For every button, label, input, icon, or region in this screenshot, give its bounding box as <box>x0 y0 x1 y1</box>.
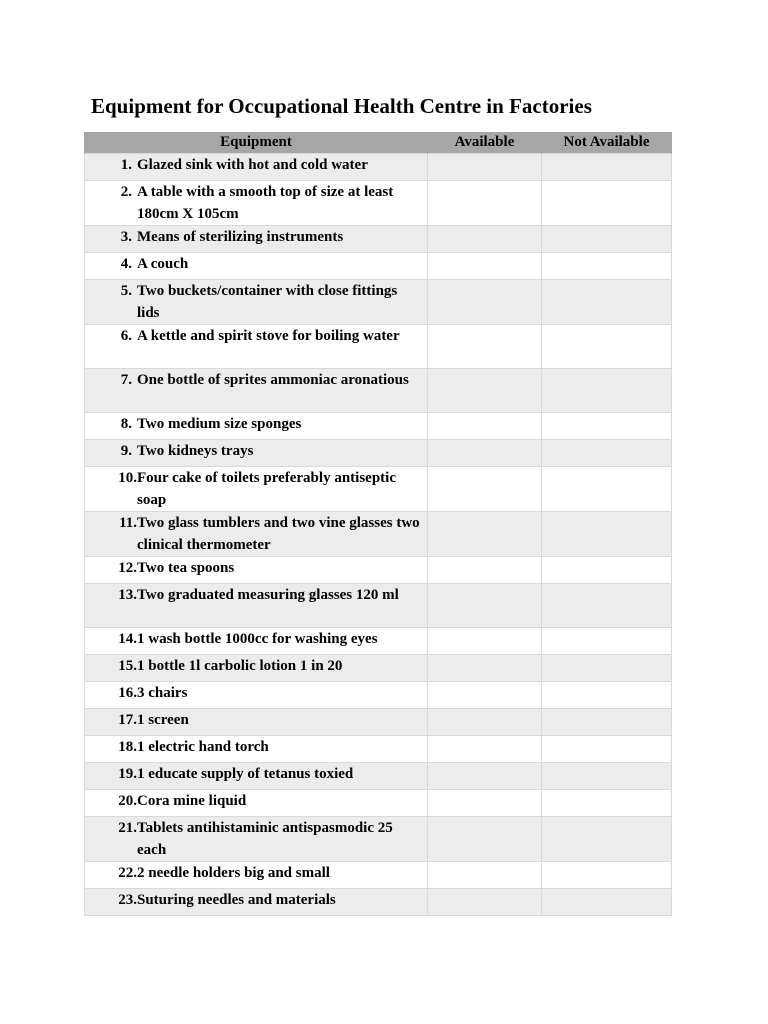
item-description: A kettle and spirit stove for boiling water <box>137 328 400 344</box>
available-cell[interactable] <box>428 862 542 889</box>
not-available-cell[interactable] <box>542 889 672 916</box>
available-cell[interactable] <box>428 440 542 467</box>
not-available-cell[interactable] <box>542 253 672 280</box>
item-description: 3 chairs <box>137 685 188 701</box>
available-cell[interactable] <box>428 584 542 628</box>
equipment-item <box>85 253 427 275</box>
item-number: 22. <box>118 865 137 881</box>
item-number: 9. <box>120 443 132 459</box>
not-available-cell[interactable] <box>542 655 672 682</box>
item-number: 21. <box>118 820 137 836</box>
available-cell[interactable] <box>428 413 542 440</box>
table-row <box>85 763 672 790</box>
table-row <box>85 253 672 280</box>
table-row <box>85 682 672 709</box>
equipment-cell <box>85 655 428 682</box>
table-body <box>85 154 672 916</box>
not-available-cell[interactable] <box>542 226 672 253</box>
item-description: 1 bottle 1l carbolic lotion 1 in 20 <box>137 658 343 674</box>
equipment-item <box>85 154 427 176</box>
item-description: Four cake of toilets preferably antiseptic soap <box>137 470 396 508</box>
header-equipment: Equipment <box>85 132 428 154</box>
item-description: Two medium size sponges <box>137 416 302 432</box>
not-available-cell[interactable] <box>542 790 672 817</box>
available-cell[interactable] <box>428 817 542 862</box>
equipment-item <box>85 512 427 556</box>
table-row <box>85 154 672 181</box>
item-description: 1 educate supply of tetanus toxied <box>137 766 354 782</box>
equipment-cell <box>85 862 428 889</box>
item-description: 2 needle holders big and small <box>137 865 330 881</box>
equipment-cell <box>85 557 428 584</box>
table-row <box>85 440 672 467</box>
equipment-cell <box>85 736 428 763</box>
item-number: 15. <box>118 658 137 674</box>
equipment-item <box>85 862 427 884</box>
equipment-item <box>85 682 427 704</box>
not-available-cell[interactable] <box>542 280 672 325</box>
equipment-cell <box>85 325 428 369</box>
equipment-cell <box>85 512 428 557</box>
available-cell[interactable] <box>428 655 542 682</box>
equipment-item <box>85 557 427 579</box>
table-row <box>85 736 672 763</box>
item-description: One bottle of sprites ammoniac aronatious <box>137 372 409 388</box>
item-description: A couch <box>137 256 189 272</box>
available-cell[interactable] <box>428 557 542 584</box>
equipment-item <box>85 655 427 677</box>
table-row <box>85 467 672 512</box>
equipment-item <box>85 817 427 861</box>
table-row <box>85 584 672 628</box>
document-title: Equipment for Occupational Health Centre in Factories <box>91 94 592 118</box>
item-description: Two glass tumblers and two vine glasses two clinical thermometer <box>137 515 420 553</box>
equipment-cell <box>85 817 428 862</box>
equipment-cell <box>85 440 428 467</box>
available-cell[interactable] <box>428 628 542 655</box>
equipment-cell <box>85 467 428 512</box>
equipment-cell <box>85 790 428 817</box>
equipment-item <box>85 280 427 324</box>
item-description: 1 electric hand torch <box>137 739 269 755</box>
equipment-item <box>85 584 427 606</box>
not-available-cell[interactable] <box>542 325 672 369</box>
item-number: 1. <box>120 157 132 173</box>
equipment-item <box>85 889 427 911</box>
table-row <box>85 628 672 655</box>
available-cell[interactable] <box>428 467 542 512</box>
item-number: 20. <box>118 793 137 809</box>
item-number: 13. <box>118 587 137 603</box>
item-number: 14. <box>118 631 137 647</box>
table-row <box>85 325 672 369</box>
equipment-item <box>85 628 427 650</box>
equipment-item <box>85 736 427 758</box>
item-description: 1 screen <box>137 712 189 728</box>
available-cell[interactable] <box>428 226 542 253</box>
item-number: 8. <box>120 416 132 432</box>
available-cell[interactable] <box>428 512 542 557</box>
item-number: 10. <box>118 470 137 486</box>
equipment-item <box>85 440 427 462</box>
item-number: 5. <box>120 283 132 299</box>
item-number: 7. <box>120 372 132 388</box>
item-description: Means of sterilizing instruments <box>137 229 344 245</box>
item-description: 1 wash bottle 1000cc for washing eyes <box>137 631 378 647</box>
not-available-cell[interactable] <box>542 709 672 736</box>
table-row <box>85 413 672 440</box>
not-available-cell[interactable] <box>542 369 672 413</box>
equipment-item <box>85 763 427 785</box>
item-description: Glazed sink with hot and cold water <box>137 157 368 173</box>
equipment-cell <box>85 226 428 253</box>
equipment-item <box>85 709 427 731</box>
not-available-cell[interactable] <box>542 736 672 763</box>
item-number: 18. <box>118 739 137 755</box>
not-available-cell[interactable] <box>542 817 672 862</box>
item-number: 23. <box>118 892 137 908</box>
item-description: Tablets antihistaminic antispasmodic 25 each <box>137 820 393 858</box>
item-description: Two buckets/container with close fittings lids <box>137 283 398 321</box>
equipment-cell <box>85 253 428 280</box>
table-row <box>85 862 672 889</box>
table-row <box>85 790 672 817</box>
equipment-cell <box>85 413 428 440</box>
header-row <box>85 132 672 154</box>
item-number: 6. <box>120 328 132 344</box>
equipment-cell <box>85 280 428 325</box>
equipment-cell <box>85 369 428 413</box>
equipment-cell <box>85 763 428 790</box>
equipment-item <box>85 413 427 435</box>
item-number: 19. <box>118 766 137 782</box>
table-row <box>85 512 672 557</box>
item-number: 2. <box>120 184 132 200</box>
table-row <box>85 709 672 736</box>
table-header <box>85 132 672 154</box>
available-cell[interactable] <box>428 369 542 413</box>
not-available-cell[interactable] <box>542 628 672 655</box>
equipment-item <box>85 467 427 511</box>
table-row <box>85 280 672 325</box>
item-description: Two tea spoons <box>137 560 235 576</box>
equipment-cell <box>85 889 428 916</box>
header-available: Available <box>428 132 542 154</box>
available-cell[interactable] <box>428 682 542 709</box>
equipment-cell <box>85 154 428 181</box>
equipment-cell <box>85 181 428 226</box>
available-cell[interactable] <box>428 889 542 916</box>
item-description: Suturing needles and materials <box>137 892 336 908</box>
not-available-cell[interactable] <box>542 440 672 467</box>
item-description: Cora mine liquid <box>137 793 247 809</box>
equipment-item <box>85 790 427 812</box>
item-number: 4. <box>120 256 132 272</box>
header-not-available: Not Available <box>542 132 672 154</box>
table-row <box>85 226 672 253</box>
available-cell[interactable] <box>428 736 542 763</box>
equipment-cell <box>85 682 428 709</box>
available-cell[interactable] <box>428 709 542 736</box>
not-available-cell[interactable] <box>542 154 672 181</box>
not-available-cell[interactable] <box>542 763 672 790</box>
equipment-item <box>85 226 427 248</box>
available-cell[interactable] <box>428 325 542 369</box>
available-cell[interactable] <box>428 280 542 325</box>
available-cell[interactable] <box>428 790 542 817</box>
not-available-cell[interactable] <box>542 413 672 440</box>
item-number: 17. <box>118 712 137 728</box>
not-available-cell[interactable] <box>542 181 672 226</box>
table-row <box>85 655 672 682</box>
equipment-cell <box>85 628 428 655</box>
item-description: Two graduated measuring glasses 120 ml <box>137 587 399 603</box>
not-available-cell[interactable] <box>542 512 672 557</box>
equipment-item <box>85 369 427 391</box>
item-description: Two kidneys trays <box>137 443 254 459</box>
item-number: 11. <box>119 515 137 531</box>
available-cell[interactable] <box>428 763 542 790</box>
item-number: 12. <box>118 560 137 576</box>
not-available-cell[interactable] <box>542 862 672 889</box>
table-row <box>85 369 672 413</box>
not-available-cell[interactable] <box>542 467 672 512</box>
equipment-cell <box>85 709 428 736</box>
item-number: 16. <box>118 685 137 701</box>
table-row <box>85 889 672 916</box>
equipment-item <box>85 325 427 347</box>
available-cell[interactable] <box>428 154 542 181</box>
equipment-table <box>84 132 672 916</box>
item-description: A table with a smooth top of size at least 180cm X 105cm <box>137 184 394 222</box>
table-row <box>85 817 672 862</box>
not-available-cell[interactable] <box>542 557 672 584</box>
not-available-cell[interactable] <box>542 584 672 628</box>
table-row <box>85 557 672 584</box>
equipment-item <box>85 181 427 225</box>
item-number: 3. <box>120 229 132 245</box>
not-available-cell[interactable] <box>542 682 672 709</box>
available-cell[interactable] <box>428 181 542 226</box>
equipment-cell <box>85 584 428 628</box>
available-cell[interactable] <box>428 253 542 280</box>
table-row <box>85 181 672 226</box>
